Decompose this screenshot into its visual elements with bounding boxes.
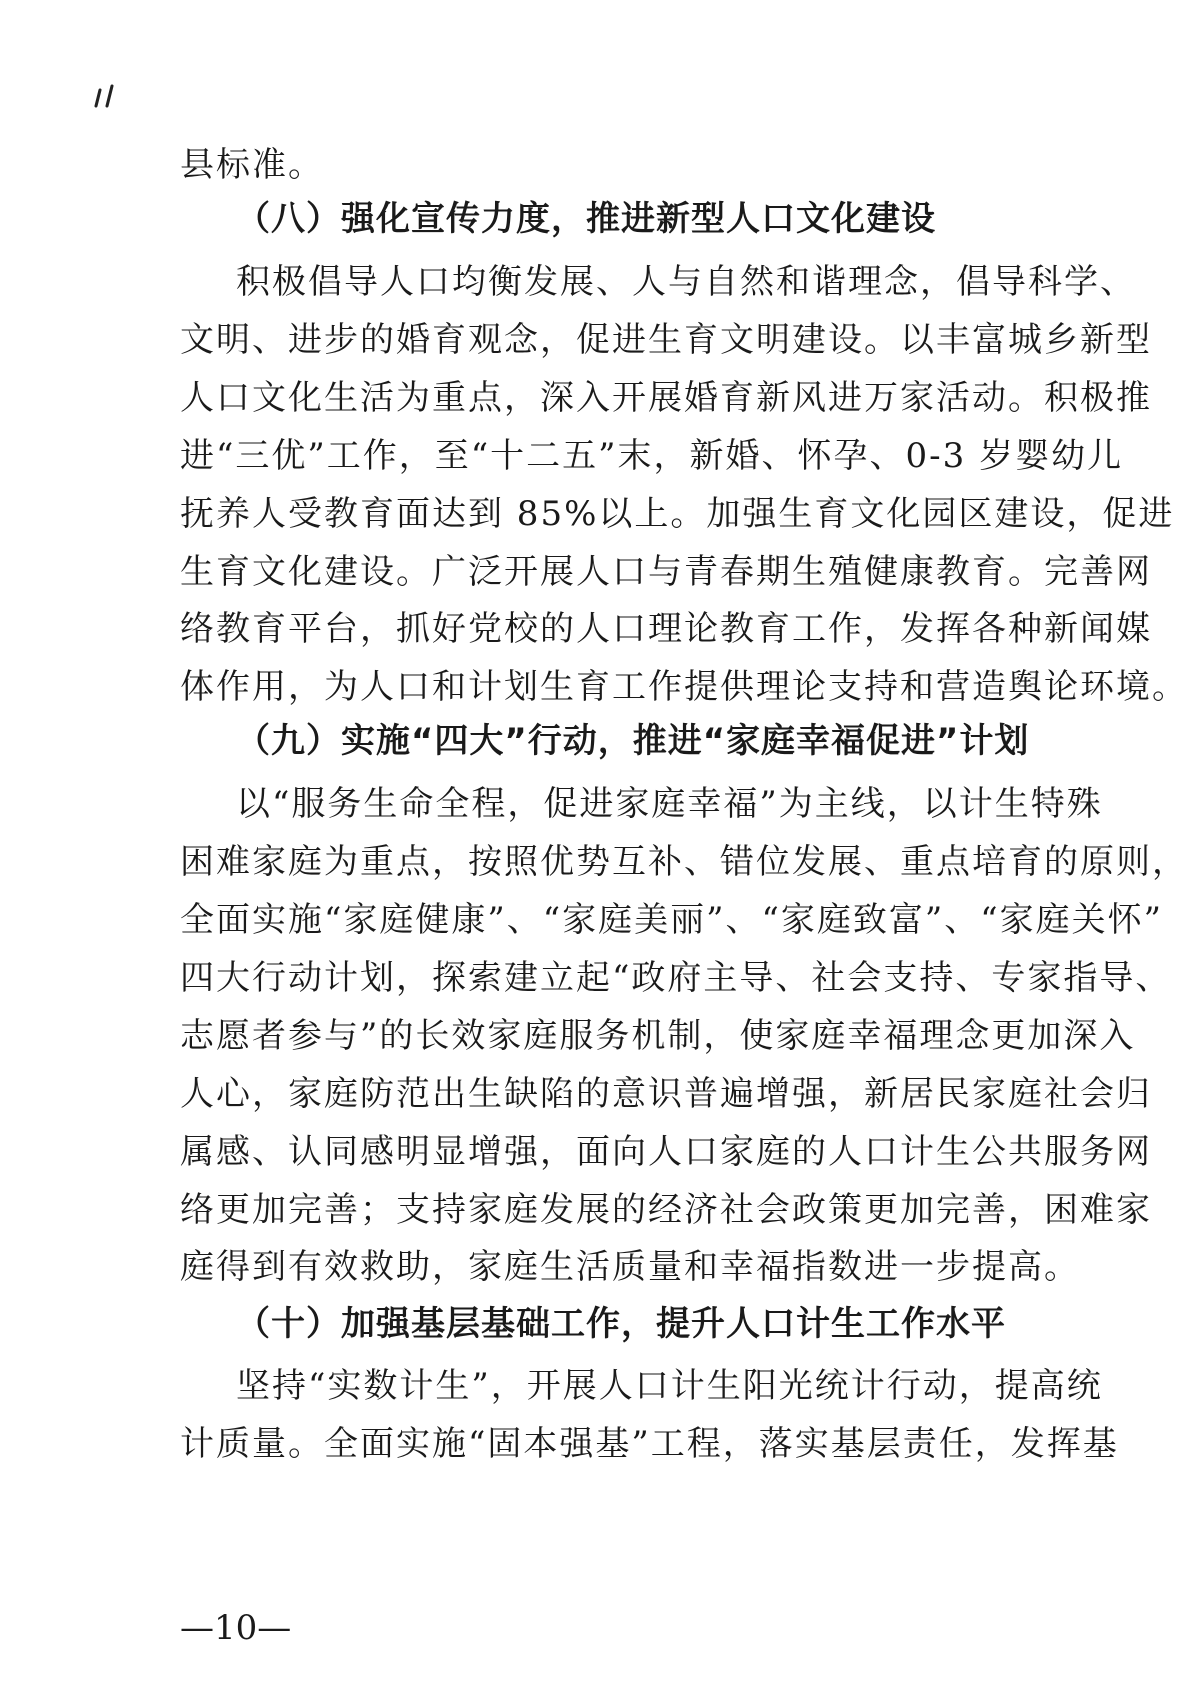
paragraph-line: 进“三优”工作，至“十二五”末，新婚、怀孕、0-3 岁婴幼儿 bbox=[180, 436, 1124, 476]
section-heading: （九）实施“四大”行动，推进“家庭幸福促进”计划 bbox=[236, 721, 1030, 761]
paragraph-line: 属感、认同感明显增强，面向人口家庭的人口计生公共服务网 bbox=[180, 1132, 1152, 1172]
paragraph-line: 生育文化建设。广泛开展人口与青春期生殖健康教育。完善网 bbox=[180, 552, 1152, 592]
paragraph-line: 庭得到有效救助，家庭生活质量和幸福指数进一步提高。 bbox=[180, 1247, 1080, 1287]
paragraph-line: 以“服务生命全程，促进家庭幸福”为主线，以计生特殊 bbox=[236, 784, 1103, 824]
paragraph-line: 积极倡导人口均衡发展、人与自然和谐理念，倡导科学、 bbox=[236, 262, 1136, 302]
paragraph-line: 人口文化生活为重点，深入开展婚育新风进万家活动。积极推 bbox=[180, 378, 1152, 418]
paragraph-line: 络更加完善；支持家庭发展的经济社会政策更加完善，困难家 bbox=[180, 1190, 1152, 1230]
paragraph-line: 人心，家庭防范出生缺陷的意识普遍增强，新居民家庭社会归 bbox=[180, 1074, 1152, 1114]
handwritten-mark-icon bbox=[92, 84, 120, 110]
paragraph-line: 文明、进步的婚育观念，促进生育文明建设。以丰富城乡新型 bbox=[180, 320, 1152, 360]
section-heading: （八）强化宣传力度，推进新型人口文化建设 bbox=[236, 199, 936, 239]
paragraph-line: 志愿者参与”的长效家庭服务机制，使家庭幸福理念更加深入 bbox=[180, 1016, 1136, 1056]
paragraph-line: 抚养人受教育面达到 85%以上。加强生育文化园区建设，促进 bbox=[180, 494, 1175, 534]
paragraph-line: 体作用，为人口和计划生育工作提供理论支持和营造舆论环境。 bbox=[180, 667, 1188, 707]
paragraph-line: 全面实施“家庭健康”、“家庭美丽”、“家庭致富”、“家庭关怀” bbox=[180, 900, 1164, 940]
page-number: —10— bbox=[180, 1608, 292, 1648]
paragraph-line: 县标准。 bbox=[180, 145, 324, 185]
paragraph-line: 四大行动计划，探索建立起“政府主导、社会支持、专家指导、 bbox=[180, 958, 1172, 998]
paragraph-line: 络教育平台，抓好党校的人口理论教育工作，发挥各种新闻媒 bbox=[180, 609, 1152, 649]
paragraph-line: 困难家庭为重点，按照优势互补、错位发展、重点培育的原则， bbox=[180, 842, 1188, 882]
section-heading: （十）加强基层基础工作，提升人口计生工作水平 bbox=[236, 1304, 1006, 1344]
paragraph-line: 坚持“实数计生”，开展人口计生阳光统计行动，提高统 bbox=[236, 1366, 1103, 1406]
paragraph-line: 计质量。全面实施“固本强基”工程，落实基层责任，发挥基 bbox=[180, 1424, 1119, 1464]
